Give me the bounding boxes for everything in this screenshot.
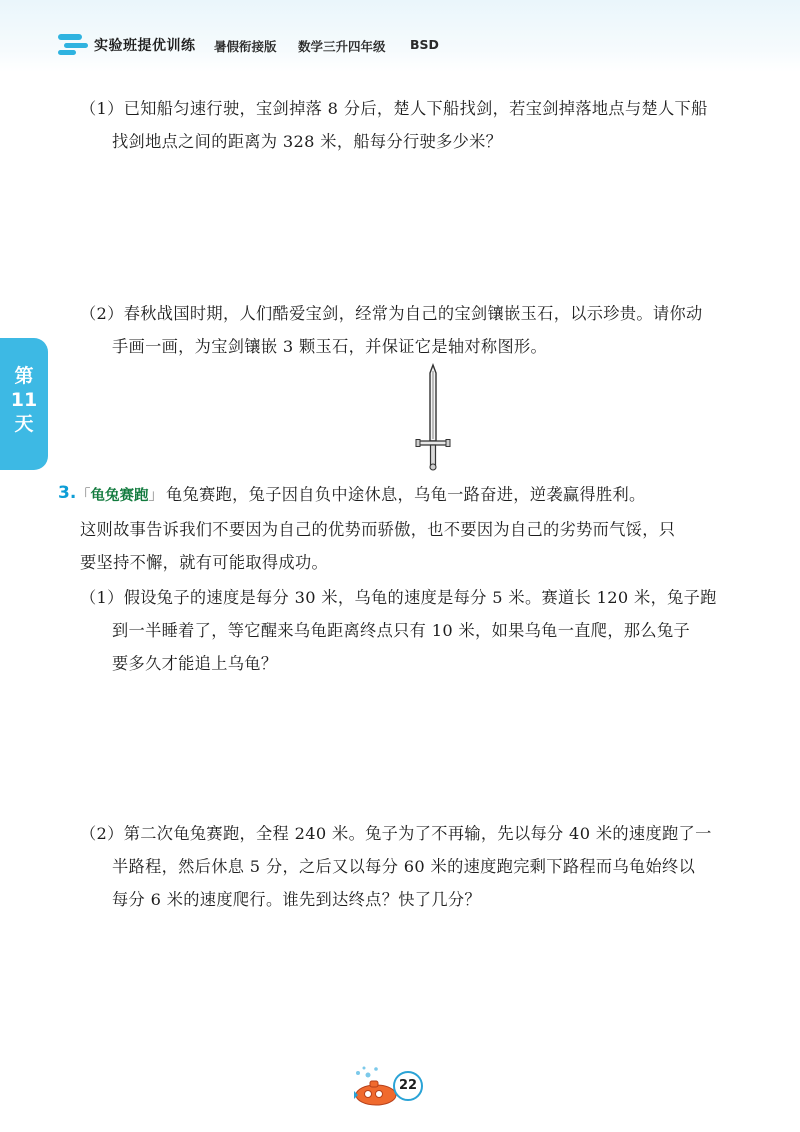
q3-moral-line2: 要坚持不懈，就有可能取得成功。 — [80, 553, 329, 572]
question-tag: 「龟兔赛跑」 — [76, 488, 163, 504]
page-number: 22 — [393, 1071, 423, 1101]
logo-icon — [58, 34, 88, 56]
edition-label: 暑假衔接版 — [214, 39, 277, 54]
day-tab — [0, 338, 48, 470]
q3-part2-line3: 每分 6 米的速度爬行。谁先到达终点？快了几分？ — [112, 890, 481, 909]
question-tag-label: 龟兔赛跑 — [90, 488, 149, 504]
q3-part1-line2: 到一半睡着了，等它醒来乌龟距离终点只有 10 米，如果乌龟一直爬，那么兔子 — [112, 621, 691, 640]
q3-part1-line3: 要多久才能追上乌龟？ — [112, 654, 278, 673]
brand-title: 实验班提优训练 — [94, 38, 196, 54]
day-tab-line: 11 — [10, 389, 38, 411]
subject-label: 数学三升四年级 — [298, 39, 386, 54]
q2-part2-line1: （2）春秋战国时期，人们酷爱宝剑，经常为自己的宝剑镶嵌玉石，以示珍贵。请你动 — [80, 304, 703, 323]
q3-moral-line1: 这则故事告诉我们不要因为自己的优势而骄傲，也不要因为自己的劣势而气馁，只 — [80, 520, 676, 539]
q3-part1-line1: （1）假设兔子的速度是每分 30 米，乌龟的速度是每分 5 米。赛道长 120 米，兔子跑 — [80, 588, 717, 607]
day-tab-line: 第 — [14, 365, 34, 387]
sword-illustration — [408, 363, 458, 473]
version-label: BSD — [410, 37, 439, 52]
q3-intro: 龟兔赛跑，兔子因自负中途休息，乌龟一路奋进，逆袭赢得胜利。 — [166, 485, 646, 504]
q2-part2-line2: 手画一画，为宝剑镶嵌 3 颗玉石，并保证它是轴对称图形。 — [112, 337, 548, 356]
page-header — [0, 0, 800, 72]
day-tab-line: 天 — [14, 413, 34, 435]
q3-part2-line2: 半路程，然后休息 5 分，之后又以每分 60 米的速度跑完剩下路程而乌龟始终以 — [112, 857, 696, 876]
q2-part1-line1: （1）已知船匀速行驶，宝剑掉落 8 分后，楚人下船找剑，若宝剑掉落地点与楚人下船 — [80, 99, 708, 118]
q2-part1-line2: 找剑地点之间的距离为 328 米，船每分行驶多少米？ — [112, 132, 503, 151]
question-number: 3. — [58, 483, 77, 503]
q3-part2-line1: （2）第二次龟兔赛跑，全程 240 米。兔子为了不再输，先以每分 40 米的速度跑了一 — [80, 824, 712, 843]
